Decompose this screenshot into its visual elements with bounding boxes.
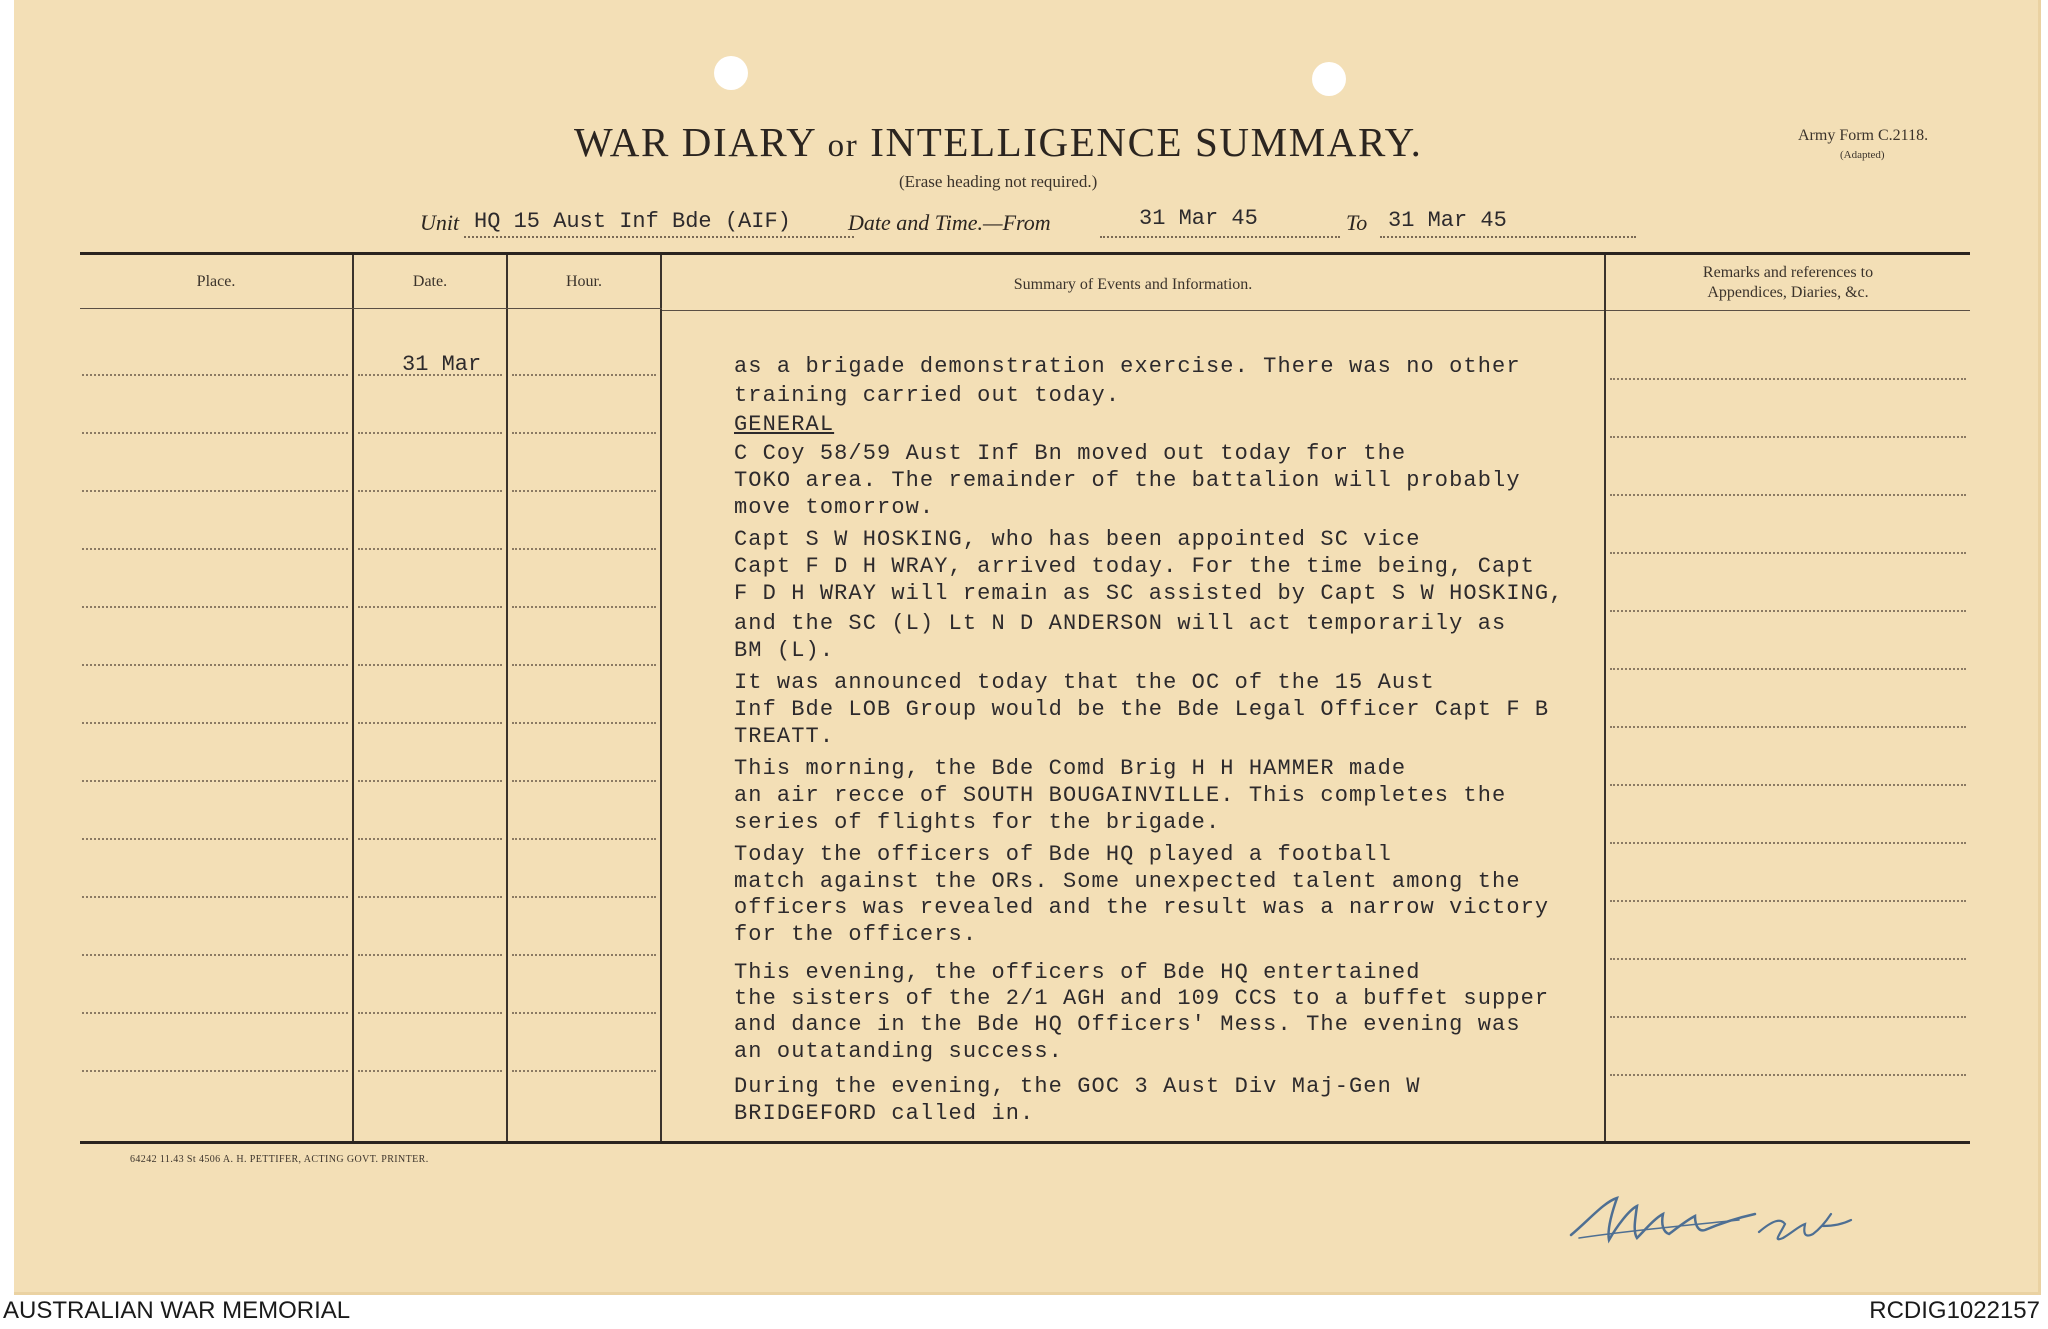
col-remarks-line-2: Appendices, Diaries, &c. bbox=[1707, 284, 1869, 301]
summary-line: TOKO area. The remainder of the battalion will probably bbox=[734, 468, 1521, 493]
summary-line: match against the ORs. Some unexpected talent among the bbox=[734, 869, 1521, 894]
title-intelligence-summary: INTELLIGENCE SUMMARY. bbox=[870, 119, 1423, 165]
printer-imprint: 64242 11.43 St 4506 A. H. PETTIFER, ACTING GOVT. PRINTER. bbox=[130, 1154, 429, 1165]
summary-line: BM (L). bbox=[734, 638, 835, 663]
summary-line: and dance in the Bde HQ Officers' Mess. The evening was bbox=[734, 1012, 1521, 1037]
summary-line: C Coy 58/59 Aust Inf Bn moved out today for the bbox=[734, 441, 1407, 466]
divider-date-hour bbox=[506, 255, 508, 1141]
col-remarks-line-1: Remarks and references to bbox=[1702, 264, 1874, 281]
section-heading-general: GENERAL bbox=[734, 412, 835, 437]
diary-page bbox=[14, 0, 2041, 1295]
summary-line: Capt S W HOSKING, who has been appointed SC vice bbox=[734, 527, 1421, 552]
summary-line: This evening, the officers of Bde HQ entertained bbox=[734, 960, 1421, 985]
summary-line: training carried out today. bbox=[734, 383, 1121, 408]
summary-line: Capt F D H WRAY, arrived today. For the time being, Capt bbox=[734, 554, 1535, 579]
summary-line: officers was revealed and the result was a narrow victory bbox=[734, 895, 1550, 920]
title-war-diary: WAR DIARY bbox=[574, 119, 816, 165]
summary-line: Inf Bde LOB Group would be the Bde Legal Officer Capt F B bbox=[734, 697, 1550, 722]
summary-line: move tomorrow. bbox=[734, 495, 935, 520]
punch-hole-right bbox=[1312, 62, 1346, 96]
summary-line: an outatanding success. bbox=[734, 1039, 1063, 1064]
summary-line: as a brigade demonstration exercise. There was no other bbox=[734, 354, 1521, 379]
summary-line: This morning, the Bde Comd Brig H H HAMMER made bbox=[734, 756, 1407, 781]
form-title bbox=[574, 118, 1474, 166]
date-time-label: Date and Time.—From bbox=[848, 210, 1051, 235]
col-hour: Hour. bbox=[566, 273, 602, 290]
summary-line: an air recce of SOUTH BOUGAINVILLE. This completes the bbox=[734, 783, 1507, 808]
col-date: Date. bbox=[412, 273, 448, 290]
title-or: or bbox=[827, 128, 859, 164]
col-remarks bbox=[1606, 263, 1970, 303]
col-place: Place. bbox=[196, 273, 236, 290]
table-bottom-rule bbox=[80, 1141, 1970, 1144]
divider-place-date bbox=[352, 255, 354, 1141]
erase-note: (Erase heading not required.) bbox=[899, 172, 1098, 191]
signature-handwritten bbox=[1559, 1180, 1879, 1260]
punch-hole-left bbox=[714, 56, 748, 90]
from-value: 31 Mar 45 bbox=[1139, 206, 1258, 231]
table-top-rule bbox=[80, 252, 1970, 255]
unit-value: HQ 15 Aust Inf Bde (AIF) bbox=[474, 209, 791, 234]
summary-line: and the SC (L) Lt N D ANDERSON will act temporarily as bbox=[734, 611, 1507, 636]
summary-line: Today the officers of Bde HQ played a football bbox=[734, 842, 1392, 867]
summary-line: the sisters of the 2/1 AGH and 109 CCS to a buffet supper bbox=[734, 986, 1550, 1011]
entry-date: 31 Mar bbox=[402, 352, 482, 377]
unit-label: Unit bbox=[420, 210, 460, 235]
summary-line: It was announced today that the OC of the 15 Aust bbox=[734, 670, 1435, 695]
to-label: To bbox=[1346, 210, 1368, 235]
summary-line: BRIDGEFORD called in. bbox=[734, 1101, 1035, 1126]
divider-summary-remarks bbox=[1604, 255, 1606, 1141]
army-form-number: Army Form C.2118. bbox=[1798, 127, 1929, 144]
summary-line: series of flights for the brigade. bbox=[734, 810, 1221, 835]
footer-record-id: RCDIG1022157 bbox=[1869, 1297, 2040, 1324]
col-summary: Summary of Events and Information. bbox=[1013, 276, 1253, 293]
summary-line: TREATT. bbox=[734, 724, 835, 749]
summary-line: During the evening, the GOC 3 Aust Div Maj-Gen W bbox=[734, 1074, 1421, 1099]
footer-institution: AUSTRALIAN WAR MEMORIAL bbox=[3, 1297, 351, 1324]
summary-line: for the officers. bbox=[734, 922, 978, 947]
to-value: 31 Mar 45 bbox=[1388, 208, 1507, 233]
divider-hour-summary bbox=[660, 255, 662, 1141]
summary-line: F D H WRAY will remain as SC assisted by Capt S W HOSKING, bbox=[734, 581, 1564, 606]
adapted-note: (Adapted) bbox=[1840, 149, 1885, 161]
